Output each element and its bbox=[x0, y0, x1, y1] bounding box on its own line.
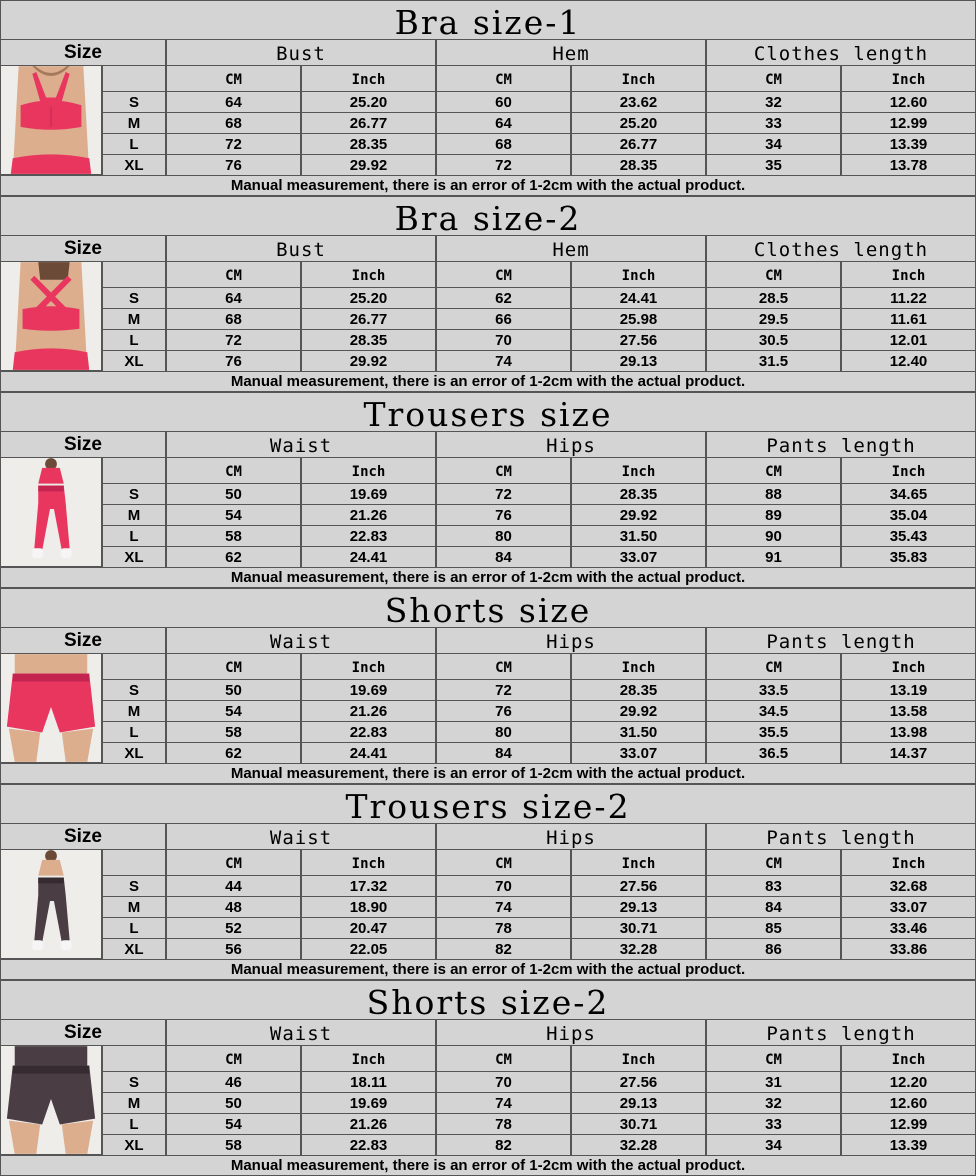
measurement-value: 24.41 bbox=[571, 287, 706, 309]
size-column-header: Size bbox=[0, 1019, 166, 1046]
size-value: L bbox=[102, 133, 166, 155]
measurement-value: 24.41 bbox=[301, 742, 436, 764]
measurement-value: 72 bbox=[166, 133, 301, 155]
measurement-value: 56 bbox=[166, 938, 301, 960]
size-value: XL bbox=[102, 546, 166, 568]
measurement-value: 11.61 bbox=[841, 308, 976, 330]
measurement-value: 21.26 bbox=[301, 504, 436, 526]
size-value: M bbox=[102, 896, 166, 918]
size-value: L bbox=[102, 329, 166, 351]
measurement-value: 78 bbox=[436, 1113, 571, 1135]
measurement-value: 78 bbox=[436, 917, 571, 939]
size-value: XL bbox=[102, 350, 166, 372]
product-photo bbox=[0, 653, 102, 763]
unit-spacer-cell bbox=[102, 1045, 166, 1072]
measurement-value: 25.20 bbox=[301, 91, 436, 113]
measurement-value: 31.50 bbox=[571, 721, 706, 743]
measurement-value: 11.22 bbox=[841, 287, 976, 309]
measurement-value: 34 bbox=[706, 1134, 841, 1156]
measurement-value: 85 bbox=[706, 917, 841, 939]
measurement-value: 24.41 bbox=[301, 546, 436, 568]
measurement-value: 89 bbox=[706, 504, 841, 526]
unit-header: Inch bbox=[571, 457, 706, 484]
measurement-value: 13.39 bbox=[841, 1134, 976, 1156]
measurement-value: 74 bbox=[436, 896, 571, 918]
halter-bra-icon bbox=[1, 65, 101, 175]
section-title: Shorts size-2 bbox=[0, 980, 976, 1020]
measurement-value: 25.98 bbox=[571, 308, 706, 330]
unit-header: Inch bbox=[841, 457, 976, 484]
unit-header: Inch bbox=[301, 457, 436, 484]
size-value: M bbox=[102, 700, 166, 722]
unit-header: CM bbox=[706, 653, 841, 680]
measurement-value: 72 bbox=[166, 329, 301, 351]
measurement-value: 12.99 bbox=[841, 1113, 976, 1135]
unit-header: Inch bbox=[841, 261, 976, 288]
measurement-value: 44 bbox=[166, 875, 301, 897]
unit-header: CM bbox=[166, 261, 301, 288]
measurement-value: 21.26 bbox=[301, 700, 436, 722]
measurement-value: 54 bbox=[166, 1113, 301, 1135]
section-title: Trousers size bbox=[0, 392, 976, 432]
unit-spacer-cell bbox=[102, 849, 166, 876]
unit-header: CM bbox=[706, 261, 841, 288]
unit-header: CM bbox=[166, 65, 301, 92]
measurement-value: 91 bbox=[706, 546, 841, 568]
size-value: M bbox=[102, 504, 166, 526]
unit-spacer-cell bbox=[102, 457, 166, 484]
size-value: XL bbox=[102, 1134, 166, 1156]
measurement-value: 83 bbox=[706, 875, 841, 897]
unit-header: CM bbox=[706, 65, 841, 92]
size-section bbox=[0, 784, 976, 980]
measurement-value: 74 bbox=[436, 350, 571, 372]
measurement-group-header: Pants length bbox=[706, 823, 976, 850]
charcoal-shorts-icon bbox=[1, 1045, 101, 1155]
unit-header: CM bbox=[166, 1045, 301, 1072]
measurement-value: 54 bbox=[166, 700, 301, 722]
unit-header: CM bbox=[436, 261, 571, 288]
unit-header: CM bbox=[166, 849, 301, 876]
measurement-value: 76 bbox=[436, 504, 571, 526]
size-value: M bbox=[102, 112, 166, 134]
measurement-group-header: Hem bbox=[436, 39, 706, 66]
unit-header: Inch bbox=[841, 65, 976, 92]
size-section bbox=[0, 196, 976, 392]
measurement-value: 32.28 bbox=[571, 1134, 706, 1156]
unit-header: Inch bbox=[571, 261, 706, 288]
measurement-value: 25.20 bbox=[571, 112, 706, 134]
measurement-group-header: Hips bbox=[436, 627, 706, 654]
charcoal-leggings-icon bbox=[1, 849, 101, 959]
measurement-value: 31 bbox=[706, 1071, 841, 1093]
measurement-value: 23.62 bbox=[571, 91, 706, 113]
measurement-value: 58 bbox=[166, 1134, 301, 1156]
measurement-value: 35 bbox=[706, 154, 841, 176]
size-value: L bbox=[102, 721, 166, 743]
measurement-value: 21.26 bbox=[301, 1113, 436, 1135]
unit-header: Inch bbox=[571, 653, 706, 680]
unit-header: Inch bbox=[571, 849, 706, 876]
section-title: Bra size-2 bbox=[0, 196, 976, 236]
unit-header: Inch bbox=[301, 1045, 436, 1072]
product-photo bbox=[0, 849, 102, 959]
measurement-value: 72 bbox=[436, 154, 571, 176]
measurement-value: 25.20 bbox=[301, 287, 436, 309]
measurement-value: 74 bbox=[436, 1092, 571, 1114]
measurement-group-header: Hips bbox=[436, 1019, 706, 1046]
measurement-value: 32 bbox=[706, 91, 841, 113]
measurement-value: 66 bbox=[436, 308, 571, 330]
unit-header: Inch bbox=[841, 1045, 976, 1072]
measurement-value: 50 bbox=[166, 1092, 301, 1114]
unit-header: Inch bbox=[571, 1045, 706, 1072]
measurement-value: 26.77 bbox=[301, 308, 436, 330]
measurement-value: 58 bbox=[166, 525, 301, 547]
measurement-value: 50 bbox=[166, 483, 301, 505]
size-value: S bbox=[102, 875, 166, 897]
measurement-value: 20.47 bbox=[301, 917, 436, 939]
size-column-header: Size bbox=[0, 235, 166, 262]
unit-header: Inch bbox=[841, 849, 976, 876]
measurement-value: 76 bbox=[166, 350, 301, 372]
measurement-value: 70 bbox=[436, 1071, 571, 1093]
measurement-value: 34.5 bbox=[706, 700, 841, 722]
section-title: Shorts size bbox=[0, 588, 976, 628]
measurement-value: 68 bbox=[436, 133, 571, 155]
size-value: L bbox=[102, 917, 166, 939]
size-section bbox=[0, 0, 976, 196]
unit-header: CM bbox=[436, 457, 571, 484]
measurement-value: 18.90 bbox=[301, 896, 436, 918]
measurement-value: 52 bbox=[166, 917, 301, 939]
size-value: M bbox=[102, 1092, 166, 1114]
cross-back-bra-icon bbox=[1, 261, 101, 371]
measurement-value: 28.35 bbox=[571, 679, 706, 701]
measurement-value: 32.28 bbox=[571, 938, 706, 960]
unit-header: CM bbox=[436, 849, 571, 876]
measurement-group-header: Waist bbox=[166, 431, 436, 458]
measurement-value: 33.5 bbox=[706, 679, 841, 701]
measurement-value: 17.32 bbox=[301, 875, 436, 897]
measurement-value: 27.56 bbox=[571, 329, 706, 351]
measurement-value: 27.56 bbox=[571, 875, 706, 897]
size-value: S bbox=[102, 287, 166, 309]
measurement-value: 68 bbox=[166, 112, 301, 134]
measurement-value: 29.5 bbox=[706, 308, 841, 330]
unit-header: CM bbox=[706, 457, 841, 484]
pink-leggings-icon bbox=[1, 457, 101, 567]
measurement-value: 32 bbox=[706, 1092, 841, 1114]
measurement-group-header: Waist bbox=[166, 823, 436, 850]
measurement-value: 62 bbox=[166, 742, 301, 764]
unit-header: Inch bbox=[301, 65, 436, 92]
measurement-value: 30.71 bbox=[571, 1113, 706, 1135]
measurement-value: 82 bbox=[436, 1134, 571, 1156]
unit-header: CM bbox=[166, 653, 301, 680]
measurement-value: 22.83 bbox=[301, 721, 436, 743]
measurement-value: 12.60 bbox=[841, 1092, 976, 1114]
size-value: S bbox=[102, 91, 166, 113]
measurement-group-header: Pants length bbox=[706, 431, 976, 458]
unit-header: Inch bbox=[841, 653, 976, 680]
unit-header: CM bbox=[436, 65, 571, 92]
size-value: S bbox=[102, 483, 166, 505]
measurement-value: 12.20 bbox=[841, 1071, 976, 1093]
size-value: XL bbox=[102, 742, 166, 764]
measurement-value: 68 bbox=[166, 308, 301, 330]
measurement-value: 33 bbox=[706, 1113, 841, 1135]
measurement-value: 26.77 bbox=[571, 133, 706, 155]
measurement-value: 18.11 bbox=[301, 1071, 436, 1093]
size-section bbox=[0, 588, 976, 784]
measurement-value: 64 bbox=[436, 112, 571, 134]
unit-header: CM bbox=[436, 1045, 571, 1072]
measurement-value: 22.83 bbox=[301, 525, 436, 547]
measurement-group-header: Pants length bbox=[706, 627, 976, 654]
measurement-note: Manual measurement, there is an error of 1-2cm with the actual product. bbox=[0, 567, 976, 588]
unit-spacer-cell bbox=[102, 261, 166, 288]
measurement-value: 34 bbox=[706, 133, 841, 155]
measurement-value: 33 bbox=[706, 112, 841, 134]
measurement-value: 64 bbox=[166, 91, 301, 113]
measurement-value: 46 bbox=[166, 1071, 301, 1093]
unit-header: CM bbox=[166, 457, 301, 484]
measurement-note: Manual measurement, there is an error of 1-2cm with the actual product. bbox=[0, 1155, 976, 1176]
measurement-value: 64 bbox=[166, 287, 301, 309]
measurement-value: 13.39 bbox=[841, 133, 976, 155]
measurement-note: Manual measurement, there is an error of 1-2cm with the actual product. bbox=[0, 763, 976, 784]
size-section bbox=[0, 392, 976, 588]
measurement-value: 72 bbox=[436, 679, 571, 701]
measurement-value: 84 bbox=[436, 546, 571, 568]
product-photo bbox=[0, 1045, 102, 1155]
measurement-value: 33.07 bbox=[571, 742, 706, 764]
measurement-value: 36.5 bbox=[706, 742, 841, 764]
measurement-value: 84 bbox=[436, 742, 571, 764]
measurement-value: 88 bbox=[706, 483, 841, 505]
measurement-value: 76 bbox=[166, 154, 301, 176]
measurement-value: 22.83 bbox=[301, 1134, 436, 1156]
measurement-value: 19.69 bbox=[301, 679, 436, 701]
measurement-value: 35.83 bbox=[841, 546, 976, 568]
size-column-header: Size bbox=[0, 431, 166, 458]
measurement-value: 33.07 bbox=[571, 546, 706, 568]
measurement-value: 29.92 bbox=[301, 154, 436, 176]
measurement-value: 32.68 bbox=[841, 875, 976, 897]
measurement-value: 13.98 bbox=[841, 721, 976, 743]
measurement-value: 28.35 bbox=[301, 329, 436, 351]
measurement-value: 35.5 bbox=[706, 721, 841, 743]
measurement-value: 13.78 bbox=[841, 154, 976, 176]
size-section bbox=[0, 980, 976, 1176]
measurement-value: 62 bbox=[436, 287, 571, 309]
measurement-note: Manual measurement, there is an error of 1-2cm with the actual product. bbox=[0, 175, 976, 196]
measurement-value: 12.99 bbox=[841, 112, 976, 134]
measurement-value: 35.04 bbox=[841, 504, 976, 526]
measurement-value: 29.92 bbox=[571, 700, 706, 722]
size-value: XL bbox=[102, 938, 166, 960]
measurement-value: 60 bbox=[436, 91, 571, 113]
measurement-value: 70 bbox=[436, 329, 571, 351]
measurement-value: 50 bbox=[166, 679, 301, 701]
measurement-value: 31.5 bbox=[706, 350, 841, 372]
unit-header: CM bbox=[706, 1045, 841, 1072]
size-value: M bbox=[102, 308, 166, 330]
measurement-value: 54 bbox=[166, 504, 301, 526]
measurement-value: 12.01 bbox=[841, 329, 976, 351]
unit-header: Inch bbox=[301, 849, 436, 876]
measurement-value: 19.69 bbox=[301, 1092, 436, 1114]
size-value: S bbox=[102, 679, 166, 701]
measurement-value: 70 bbox=[436, 875, 571, 897]
size-column-header: Size bbox=[0, 39, 166, 66]
unit-header: Inch bbox=[301, 653, 436, 680]
measurement-value: 82 bbox=[436, 938, 571, 960]
unit-header: Inch bbox=[571, 65, 706, 92]
measurement-value: 28.35 bbox=[301, 133, 436, 155]
measurement-value: 33.07 bbox=[841, 896, 976, 918]
measurement-group-header: Pants length bbox=[706, 1019, 976, 1046]
measurement-value: 33.86 bbox=[841, 938, 976, 960]
measurement-group-header: Clothes length bbox=[706, 39, 976, 66]
size-value: S bbox=[102, 1071, 166, 1093]
size-value: L bbox=[102, 1113, 166, 1135]
measurement-value: 84 bbox=[706, 896, 841, 918]
measurement-value: 28.35 bbox=[571, 154, 706, 176]
measurement-value: 13.58 bbox=[841, 700, 976, 722]
measurement-value: 12.40 bbox=[841, 350, 976, 372]
size-column-header: Size bbox=[0, 823, 166, 850]
measurement-value: 33.46 bbox=[841, 917, 976, 939]
pink-shorts-icon bbox=[1, 653, 101, 763]
measurement-group-header: Clothes length bbox=[706, 235, 976, 262]
measurement-value: 80 bbox=[436, 721, 571, 743]
measurement-value: 58 bbox=[166, 721, 301, 743]
measurement-value: 14.37 bbox=[841, 742, 976, 764]
measurement-value: 19.69 bbox=[301, 483, 436, 505]
measurement-value: 29.13 bbox=[571, 1092, 706, 1114]
measurement-group-header: Waist bbox=[166, 1019, 436, 1046]
measurement-value: 22.05 bbox=[301, 938, 436, 960]
section-title: Bra size-1 bbox=[0, 0, 976, 40]
measurement-value: 31.50 bbox=[571, 525, 706, 547]
measurement-value: 29.92 bbox=[571, 504, 706, 526]
measurement-value: 13.19 bbox=[841, 679, 976, 701]
section-title: Trousers size-2 bbox=[0, 784, 976, 824]
product-photo bbox=[0, 261, 102, 371]
measurement-group-header: Bust bbox=[166, 235, 436, 262]
measurement-value: 76 bbox=[436, 700, 571, 722]
measurement-value: 28.35 bbox=[571, 483, 706, 505]
size-value: XL bbox=[102, 154, 166, 176]
measurement-value: 80 bbox=[436, 525, 571, 547]
measurement-group-header: Hips bbox=[436, 431, 706, 458]
measurement-value: 28.5 bbox=[706, 287, 841, 309]
unit-header: CM bbox=[706, 849, 841, 876]
unit-header: Inch bbox=[301, 261, 436, 288]
unit-spacer-cell bbox=[102, 653, 166, 680]
measurement-value: 26.77 bbox=[301, 112, 436, 134]
measurement-value: 29.13 bbox=[571, 896, 706, 918]
measurement-value: 30.5 bbox=[706, 329, 841, 351]
measurement-value: 27.56 bbox=[571, 1071, 706, 1093]
measurement-value: 48 bbox=[166, 896, 301, 918]
measurement-value: 86 bbox=[706, 938, 841, 960]
measurement-note: Manual measurement, there is an error of 1-2cm with the actual product. bbox=[0, 371, 976, 392]
unit-header: CM bbox=[436, 653, 571, 680]
measurement-group-header: Bust bbox=[166, 39, 436, 66]
size-column-header: Size bbox=[0, 627, 166, 654]
measurement-group-header: Waist bbox=[166, 627, 436, 654]
measurement-value: 72 bbox=[436, 483, 571, 505]
measurement-value: 30.71 bbox=[571, 917, 706, 939]
size-value: L bbox=[102, 525, 166, 547]
measurement-value: 29.13 bbox=[571, 350, 706, 372]
measurement-value: 35.43 bbox=[841, 525, 976, 547]
measurement-group-header: Hem bbox=[436, 235, 706, 262]
measurement-value: 90 bbox=[706, 525, 841, 547]
product-photo bbox=[0, 65, 102, 175]
measurement-value: 34.65 bbox=[841, 483, 976, 505]
measurement-group-header: Hips bbox=[436, 823, 706, 850]
unit-spacer-cell bbox=[102, 65, 166, 92]
product-photo bbox=[0, 457, 102, 567]
measurement-value: 29.92 bbox=[301, 350, 436, 372]
measurement-value: 12.60 bbox=[841, 91, 976, 113]
measurement-note: Manual measurement, there is an error of 1-2cm with the actual product. bbox=[0, 959, 976, 980]
measurement-value: 62 bbox=[166, 546, 301, 568]
